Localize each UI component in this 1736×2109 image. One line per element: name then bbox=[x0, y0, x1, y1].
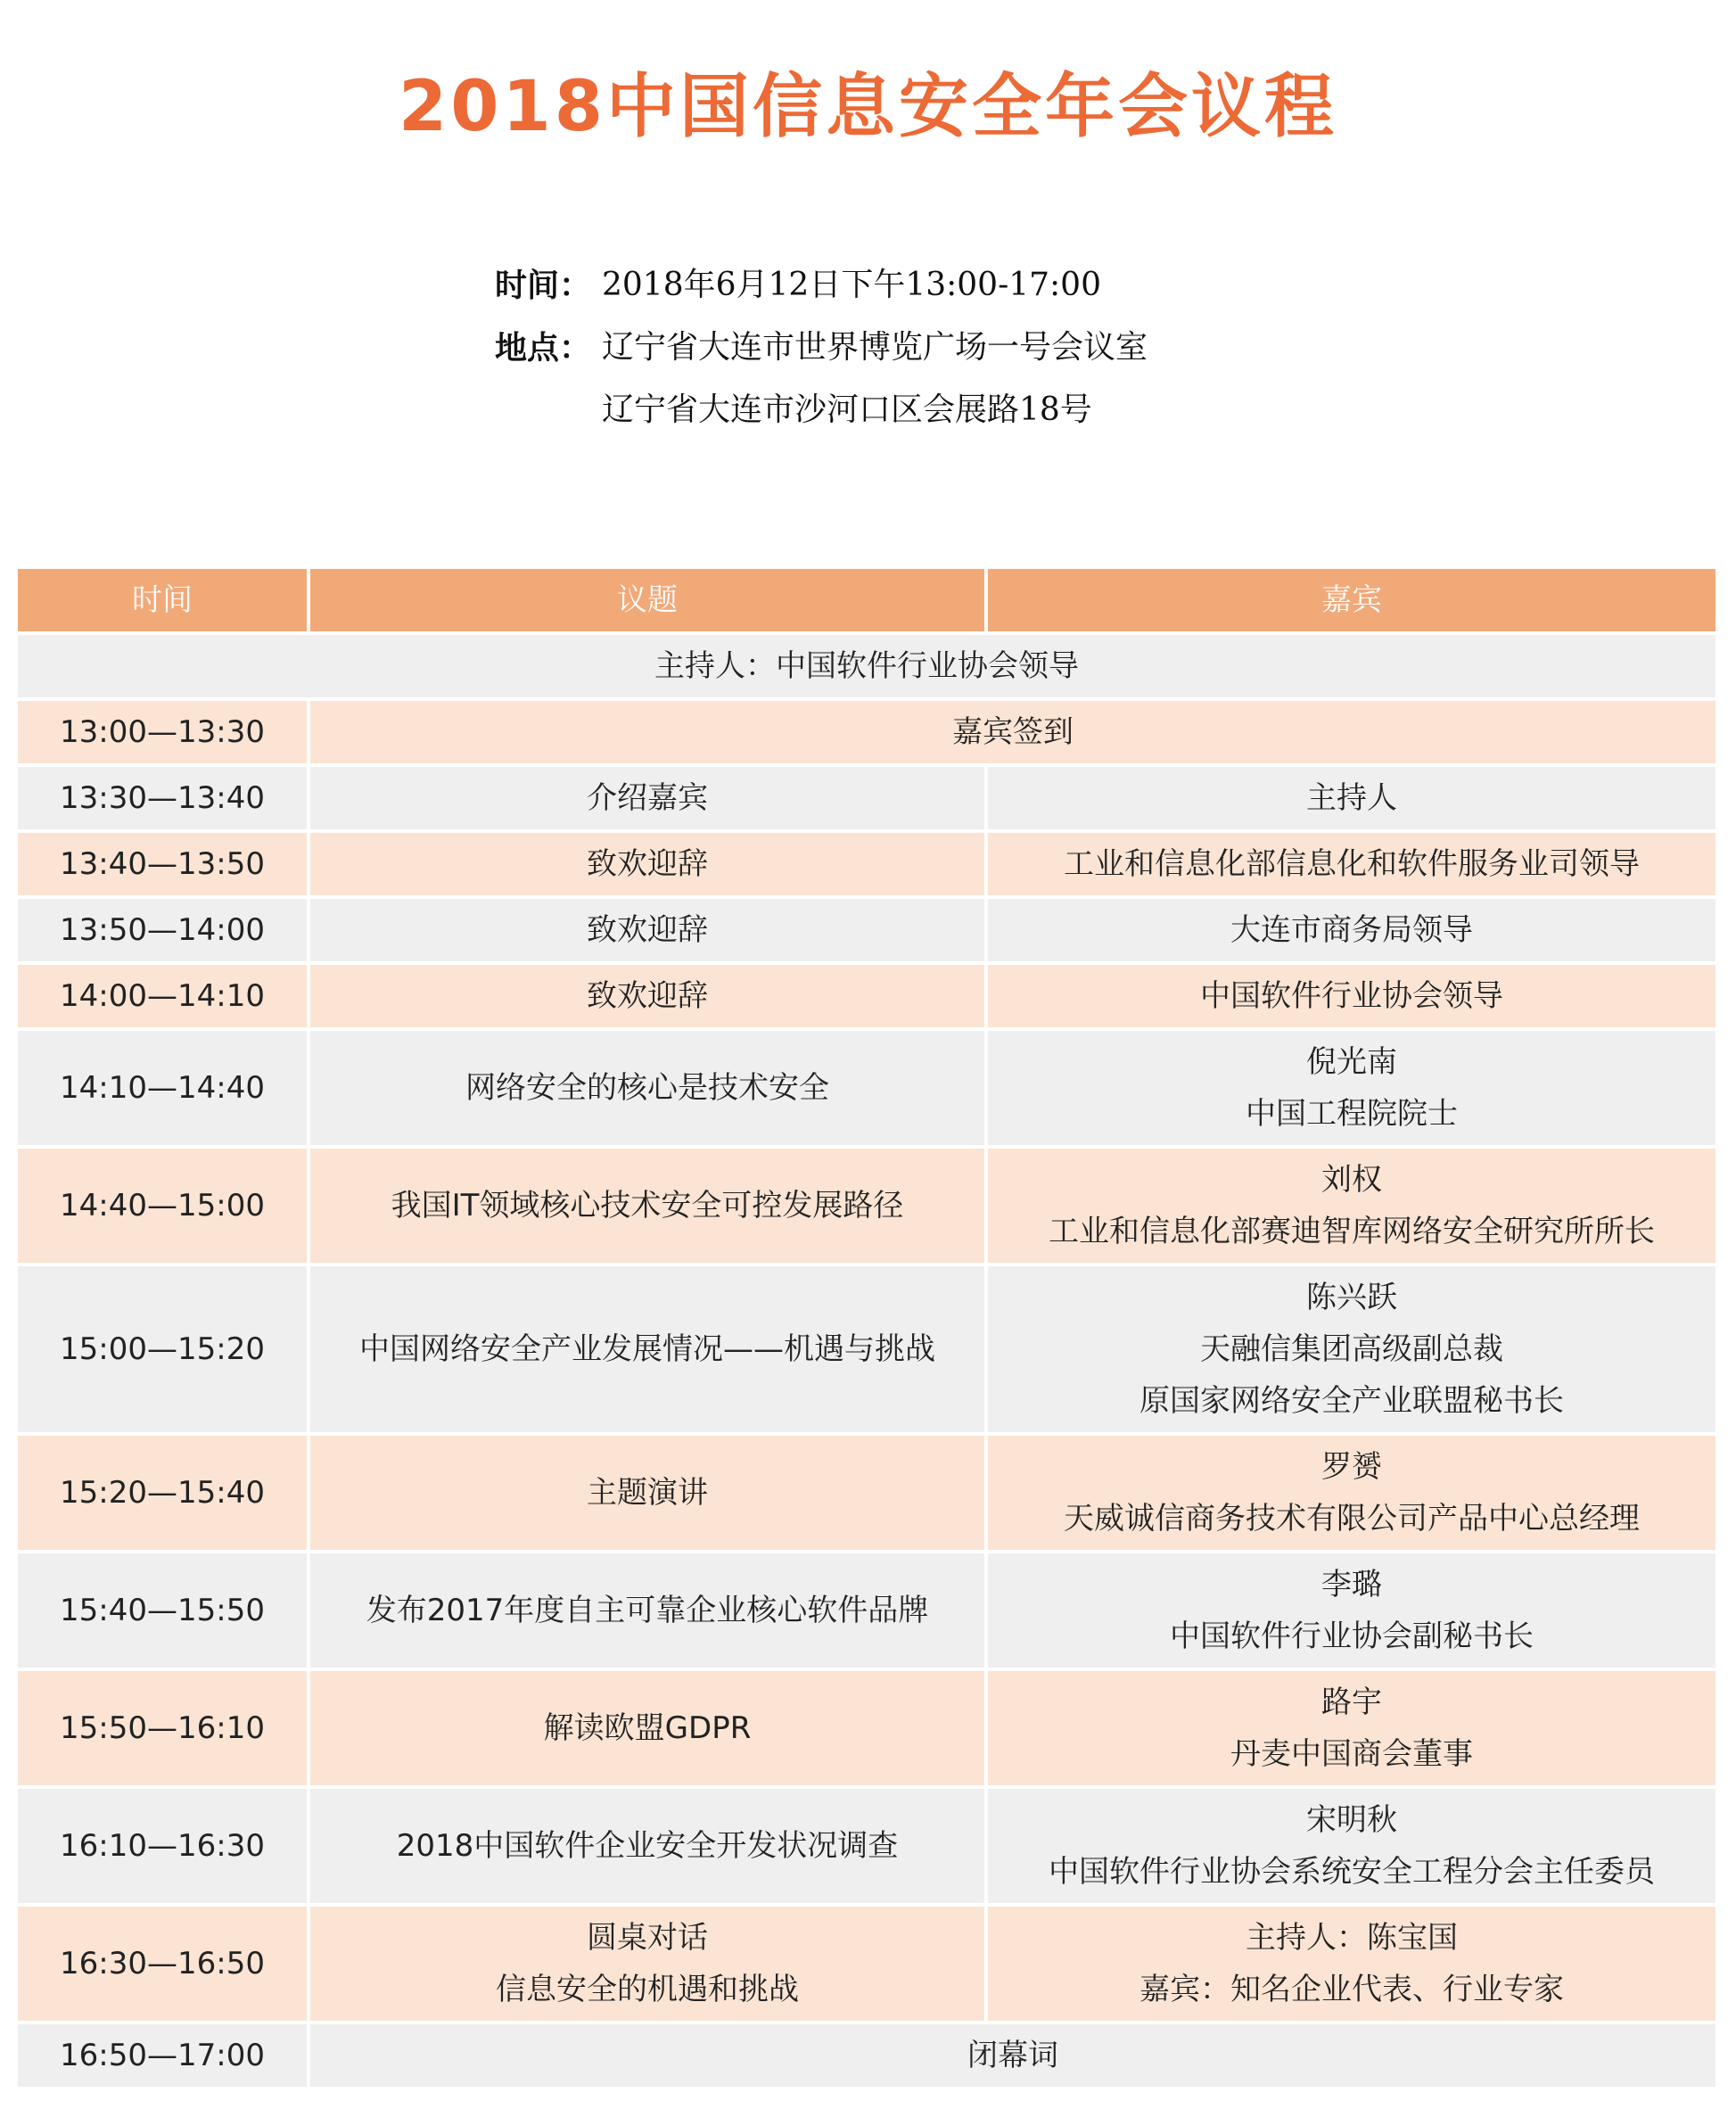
guest-line: 中国软件行业协会领导 bbox=[1200, 978, 1503, 1014]
guest-line: 刘权 bbox=[1321, 1162, 1382, 1198]
table-row bbox=[18, 899, 1715, 965]
time-cell: 16:30—16:50 bbox=[18, 1907, 310, 2024]
time-cell: 14:40—15:00 bbox=[18, 1149, 310, 1266]
topic-cell bbox=[310, 701, 1715, 767]
table-row bbox=[18, 1553, 1715, 1671]
guest-cell bbox=[988, 899, 1715, 965]
table-row bbox=[18, 1671, 1715, 1789]
topic-line: 2018中国软件企业安全开发状况调查 bbox=[396, 1828, 899, 1864]
guest-cell bbox=[988, 1671, 1715, 1789]
table-row bbox=[18, 1149, 1715, 1266]
time-value: 2018年6月12日下午13:00-17:00 bbox=[602, 267, 1101, 303]
guest-cell bbox=[988, 965, 1715, 1031]
guest-line: 罗赟 bbox=[1321, 1449, 1382, 1485]
topic-cell bbox=[310, 899, 988, 965]
time-cell: 14:10—14:40 bbox=[18, 1031, 310, 1149]
place-row bbox=[495, 317, 1148, 379]
table-row bbox=[18, 1436, 1715, 1553]
time-cell: 13:30—13:40 bbox=[18, 767, 310, 833]
guest-line: 中国软件行业协会系统安全工程分会主任委员 bbox=[1049, 1854, 1655, 1890]
header-topic: 议题 bbox=[310, 569, 988, 635]
guest-cell bbox=[988, 1149, 1715, 1266]
header-time: 时间 bbox=[18, 569, 310, 635]
time-cell: 15:20—15:40 bbox=[18, 1436, 310, 1553]
time-row bbox=[495, 254, 1148, 317]
time-cell: 16:10—16:30 bbox=[18, 1789, 310, 1907]
guest-cell bbox=[988, 1436, 1715, 1553]
topic-cell bbox=[310, 833, 988, 899]
topic-line: 发布2017年度自主可靠企业核心软件品牌 bbox=[366, 1593, 929, 1628]
topic-line: 我国IT领域核心技术安全可控发展路径 bbox=[391, 1188, 904, 1223]
agenda-table bbox=[18, 569, 1715, 2090]
guest-line: 天融信集团高级副总裁 bbox=[1200, 1331, 1503, 1367]
table-row bbox=[18, 1031, 1715, 1149]
guest-line: 李璐 bbox=[1321, 1567, 1382, 1602]
guest-cell bbox=[988, 833, 1715, 899]
table-row bbox=[18, 1789, 1715, 1907]
guest-line: 倪光南 bbox=[1306, 1044, 1397, 1080]
place-value: 辽宁省大连市世界博览广场一号会议室 bbox=[602, 329, 1148, 366]
guest-line: 主持人：陈宝国 bbox=[1246, 1920, 1458, 1956]
time-cell: 14:00—14:10 bbox=[18, 965, 310, 1031]
guest-cell bbox=[988, 1553, 1715, 1671]
event-info bbox=[495, 254, 1148, 441]
guest-line: 中国软件行业协会副秘书长 bbox=[1170, 1619, 1534, 1654]
place-label: 地点： bbox=[495, 329, 592, 367]
guest-line: 工业和信息化部信息化和软件服务业司领导 bbox=[1064, 846, 1640, 882]
topic-cell bbox=[310, 1149, 988, 1266]
host-cell: 主持人：中国软件行业协会领导 bbox=[18, 635, 1715, 701]
table-row bbox=[18, 767, 1715, 833]
guest-line: 主持人 bbox=[1306, 780, 1397, 816]
topic-line: 中国网络安全产业发展情况——机遇与挑战 bbox=[359, 1331, 935, 1367]
guest-cell bbox=[988, 767, 1715, 833]
topic-line: 介绍嘉宾 bbox=[587, 780, 708, 816]
topic-line: 信息安全的机遇和挑战 bbox=[496, 1972, 799, 2007]
topic-cell bbox=[310, 1553, 988, 1671]
guest-line: 宋明秋 bbox=[1306, 1802, 1397, 1838]
topic-line: 致欢迎辞 bbox=[587, 846, 708, 882]
guest-line: 嘉宾：知名企业代表、行业专家 bbox=[1140, 1972, 1564, 2007]
topic-cell bbox=[310, 1436, 988, 1553]
guest-line: 原国家网络安全产业联盟秘书长 bbox=[1140, 1383, 1564, 1419]
guest-line: 天威诚信商务技术有限公司产品中心总经理 bbox=[1064, 1501, 1640, 1536]
guest-line: 大连市商务局领导 bbox=[1230, 912, 1473, 948]
header-guest: 嘉宾 bbox=[988, 569, 1715, 635]
topic-cell bbox=[310, 1031, 988, 1149]
topic-cell bbox=[310, 965, 988, 1031]
topic-cell bbox=[310, 2024, 1715, 2090]
table-row bbox=[18, 1907, 1715, 2024]
time-cell: 15:40—15:50 bbox=[18, 1553, 310, 1671]
topic-line: 闭幕词 bbox=[967, 2038, 1058, 2073]
table-row bbox=[18, 965, 1715, 1031]
table-row bbox=[18, 2024, 1715, 2090]
place-row-2 bbox=[495, 379, 1148, 441]
guest-cell bbox=[988, 1266, 1715, 1436]
time-cell: 15:50—16:10 bbox=[18, 1671, 310, 1789]
topic-cell bbox=[310, 767, 988, 833]
time-cell: 13:50—14:00 bbox=[18, 899, 310, 965]
guest-line: 丹麦中国商会董事 bbox=[1230, 1736, 1473, 1772]
guest-cell bbox=[988, 1031, 1715, 1149]
table-row bbox=[18, 701, 1715, 767]
guest-line: 工业和信息化部赛迪智库网络安全研究所所长 bbox=[1049, 1214, 1655, 1249]
guest-line: 中国工程院院士 bbox=[1246, 1096, 1458, 1132]
table-header-row bbox=[18, 569, 1715, 635]
guest-cell bbox=[988, 1907, 1715, 2024]
topic-line: 致欢迎辞 bbox=[587, 912, 708, 948]
topic-cell bbox=[310, 1266, 988, 1436]
topic-line: 网络安全的核心是技术安全 bbox=[465, 1070, 829, 1106]
time-cell: 15:00—15:20 bbox=[18, 1266, 310, 1436]
place-value-2: 辽宁省大连市沙河口区会展路18号 bbox=[602, 391, 1092, 428]
page-title: 2018中国信息安全年会议程 bbox=[398, 67, 1338, 147]
guest-line: 路宇 bbox=[1321, 1685, 1382, 1720]
time-cell: 13:00—13:30 bbox=[18, 701, 310, 767]
table-row bbox=[18, 1266, 1715, 1436]
host-row bbox=[18, 635, 1715, 701]
topic-line: 解读欧盟GDPR bbox=[543, 1710, 752, 1746]
topic-cell bbox=[310, 1907, 988, 2024]
topic-cell bbox=[310, 1789, 988, 1907]
table-row bbox=[18, 833, 1715, 899]
time-label: 时间： bbox=[495, 267, 592, 304]
topic-line: 主题演讲 bbox=[587, 1475, 708, 1511]
topic-line: 圆桌对话 bbox=[587, 1920, 708, 1956]
topic-line: 致欢迎辞 bbox=[587, 978, 708, 1014]
time-cell: 16:50—17:00 bbox=[18, 2024, 310, 2090]
guest-cell bbox=[988, 1789, 1715, 1907]
topic-line: 嘉宾签到 bbox=[952, 714, 1074, 750]
time-cell: 13:40—13:50 bbox=[18, 833, 310, 899]
topic-cell bbox=[310, 1671, 988, 1789]
guest-line: 陈兴跃 bbox=[1306, 1280, 1397, 1315]
